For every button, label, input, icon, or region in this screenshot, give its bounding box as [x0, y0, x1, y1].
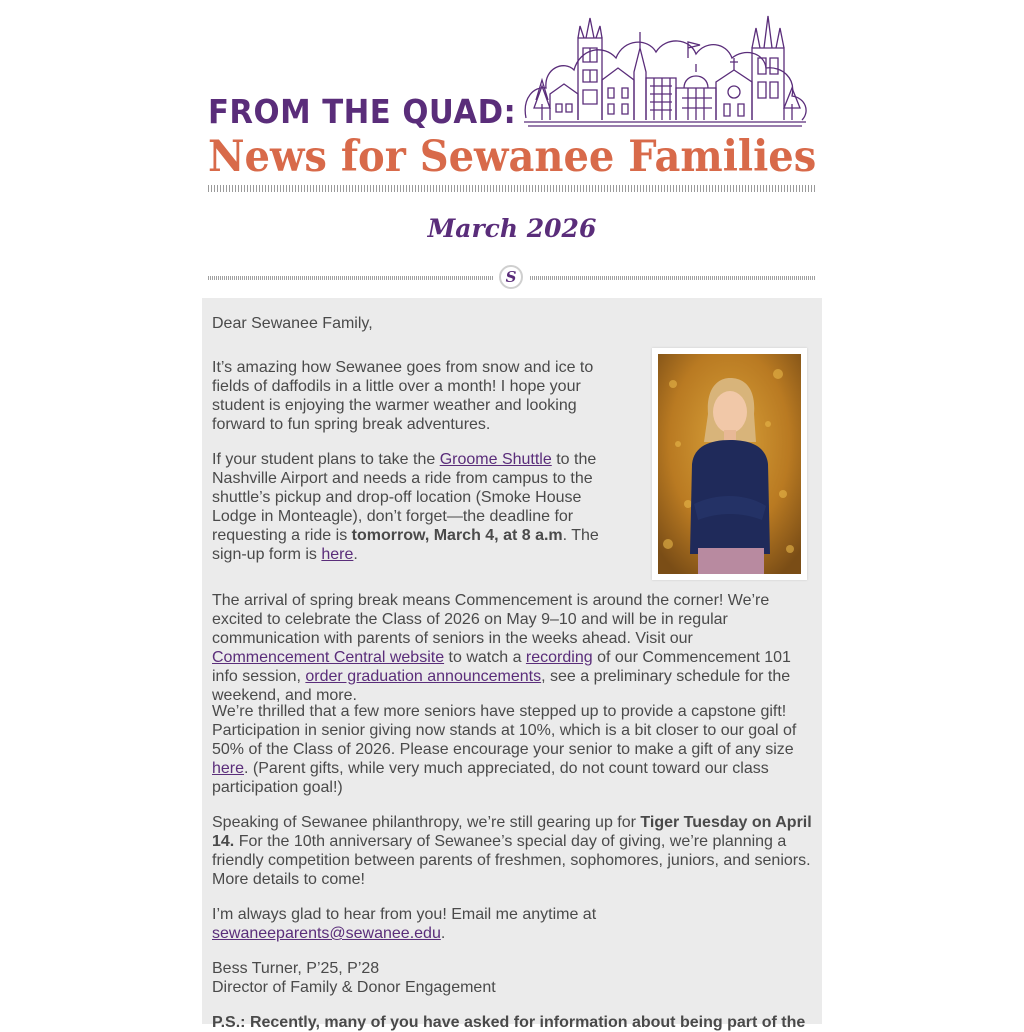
- senior-gift-link[interactable]: here: [212, 760, 245, 777]
- graduation-announcements-link[interactable]: order graduation announcements: [305, 668, 542, 685]
- issue-month: March 2026: [427, 214, 597, 243]
- signature-name: Bess Turner, P’25, P’28: [212, 960, 380, 977]
- deadline-text: tomorrow, March 4, at 8 a.m: [351, 527, 563, 544]
- text-span: . The sign-up form is: [212, 527, 599, 563]
- postscript: [212, 1013, 814, 1032]
- newsletter: [202, 0, 822, 1031]
- recording-link[interactable]: recording: [525, 649, 593, 666]
- text-span: .: [440, 925, 446, 942]
- masthead: [202, 0, 822, 200]
- paragraph-intro: It’s amazing how Sewanee goes from snow and ice to fields of daffodils in a little over a month! I hope your student is enjoying the warmer weather and looking forward to fun spring break adventures.: [212, 359, 594, 433]
- text-span: of our Commencement 101 info session,: [212, 649, 791, 685]
- paragraph-tiger-tuesday: [212, 813, 814, 889]
- text-span: to watch a: [444, 649, 526, 666]
- masthead-subtitle: News for Sewanee Families: [208, 132, 817, 182]
- divider-right: [530, 276, 816, 280]
- text-span: The arrival of spring break means Commencement is around the corner! We’re excited to celebrate the Class of 2026 on May 9–10 and will be in regular communication with parents of seniors in the weeks ahead. Visit our: [212, 592, 770, 647]
- signup-form-link[interactable]: here: [321, 546, 354, 563]
- signature: [212, 959, 814, 997]
- email-link[interactable]: sewaneeparents@sewanee.edu: [212, 925, 441, 942]
- author-photo: [652, 348, 807, 580]
- paragraph-commencement: [212, 591, 814, 705]
- text-span: We’re thrilled that a few more seniors have stepped up to provide a capstone gift! Participation in senior giving now stands at 10%, which is a bit closer to our goal of 50% of the Class of 2026. Please encourage your senior to make a gift of any size: [212, 703, 797, 758]
- text-span: .: [353, 546, 358, 563]
- paragraph-contact: [212, 905, 814, 943]
- masthead-divider: [208, 185, 816, 192]
- commencement-central-link[interactable]: Commencement Central website: [212, 649, 445, 666]
- campus-skyline-illustration: [520, 8, 812, 130]
- text-span: I’m always glad to hear from you! Email me anytime at: [212, 906, 597, 923]
- text-span: to the Nashville Airport and needs a ride from campus to the shuttle’s pickup and drop-off location (Smoke House Lodge in Monteagle), don’t forget—the deadline for requesting a ride is: [212, 451, 597, 544]
- sewanee-seal-icon: S: [499, 265, 523, 289]
- masthead-title: FROM THE QUAD:: [208, 92, 517, 131]
- text-span: . (Parent gifts, while very much appreciated, do not count toward our class participation goal!): [212, 760, 769, 796]
- divider-left: [208, 276, 494, 280]
- postscript-text: P.S.: Recently, many of you have asked for information about being part of the: [212, 1014, 806, 1031]
- greeting: Dear Sewanee Family,: [212, 315, 373, 332]
- signature-title: Director of Family & Donor Engagement: [212, 979, 496, 996]
- paragraph-shuttle: [212, 450, 602, 564]
- text-span: , see a preliminary schedule for the weekend, and more.: [212, 668, 791, 704]
- text-span: For the 10th anniversary of Sewanee’s special day of giving, we’re planning a friendly competition between parents of freshmen, sophomores, juniors, and seniors. More details to come!: [212, 833, 811, 888]
- paragraph-senior-giving: [212, 702, 814, 797]
- tiger-tuesday-text: Tiger Tuesday on April 14.: [212, 814, 812, 850]
- letter-panel: [202, 298, 822, 1031]
- text-span: If your student plans to take the: [212, 451, 440, 468]
- groome-shuttle-link[interactable]: Groome Shuttle: [439, 451, 552, 468]
- text-span: Speaking of Sewanee philanthropy, we’re still gearing up for: [212, 814, 641, 831]
- author-portrait-image: [658, 354, 801, 574]
